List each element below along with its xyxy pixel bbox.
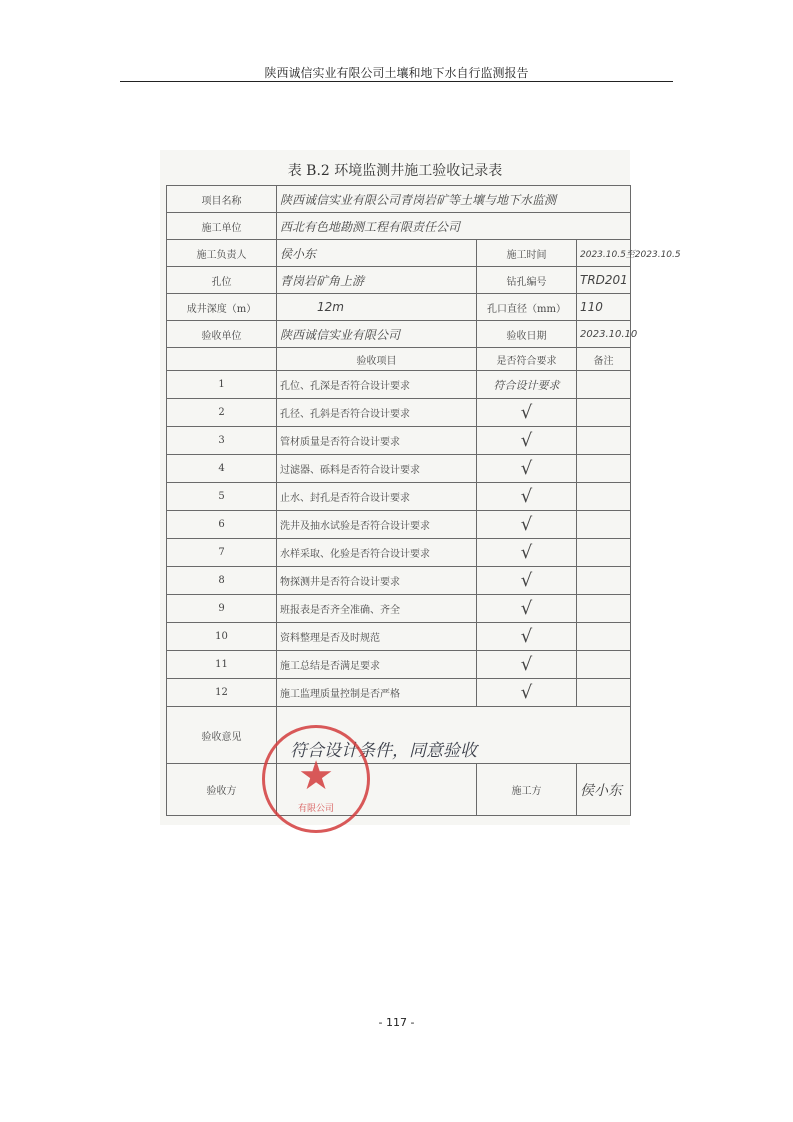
row-number: 2 xyxy=(167,399,277,427)
responsible-label: 施工负责人 xyxy=(167,240,277,267)
opinion-label: 验收意见 xyxy=(167,707,277,764)
table-row xyxy=(167,567,631,595)
checklist-compliance-header: 是否符合要求 xyxy=(477,348,577,371)
row-item: 物探测井是否符合设计要求 xyxy=(277,567,477,595)
row-remark xyxy=(577,623,631,651)
table-row xyxy=(167,539,631,567)
row-number: 6 xyxy=(167,511,277,539)
seal-text: 有限公司 xyxy=(297,804,334,814)
row-project-name xyxy=(167,186,631,213)
hole-diameter-value: 110 xyxy=(577,294,631,321)
project-name-label: 项目名称 xyxy=(167,186,277,213)
row-signatures xyxy=(167,764,631,816)
row-item: 资料整理是否及时规范 xyxy=(277,623,477,651)
row-item: 施工监理质量控制是否严格 xyxy=(277,679,477,707)
row-number: 9 xyxy=(167,595,277,623)
company-seal xyxy=(262,725,370,833)
row-responsible xyxy=(167,240,631,267)
checklist-remark-header: 备注 xyxy=(577,348,631,371)
check-mark-icon: √ xyxy=(477,623,577,651)
check-mark-icon: √ xyxy=(477,679,577,707)
constructor-signature: 侯小东 xyxy=(577,764,631,816)
checklist-item-header: 验收项目 xyxy=(277,348,477,371)
construction-time-label: 施工时间 xyxy=(477,240,577,267)
table-row xyxy=(167,427,631,455)
checklist-header-row xyxy=(167,348,631,371)
row-item: 过滤器、砾料是否符合设计要求 xyxy=(277,455,477,483)
acceptance-date-label: 验收日期 xyxy=(477,321,577,348)
table-row xyxy=(167,483,631,511)
drill-no-label: 钻孔编号 xyxy=(477,267,577,294)
row-number: 1 xyxy=(167,371,277,399)
responsible-value: 侯小东 xyxy=(277,240,477,267)
project-name-value: 陕西诚信实业有限公司青岗岩矿等土壤与地下水监测 xyxy=(277,186,631,213)
row-number: 12 xyxy=(167,679,277,707)
row-hole-position xyxy=(167,267,631,294)
constructor-label: 施工方 xyxy=(477,764,577,816)
acceptance-unit-value: 陕西诚信实业有限公司 xyxy=(277,321,477,348)
acceptance-unit-label: 验收单位 xyxy=(167,321,277,348)
row-remark xyxy=(577,511,631,539)
table-row xyxy=(167,399,631,427)
check-mark-icon: √ xyxy=(477,427,577,455)
row-acceptance-unit xyxy=(167,321,631,348)
row-remark xyxy=(577,371,631,399)
table-row xyxy=(167,623,631,651)
check-mark-icon: √ xyxy=(477,483,577,511)
construction-unit-label: 施工单位 xyxy=(167,213,277,240)
header-rule xyxy=(120,81,673,82)
row-item: 孔径、孔斜是否符合设计要求 xyxy=(277,399,477,427)
row-remark xyxy=(577,455,631,483)
table-row xyxy=(167,595,631,623)
table-row xyxy=(167,651,631,679)
table-row xyxy=(167,371,631,399)
hole-position-label: 孔位 xyxy=(167,267,277,294)
check-mark-icon: √ xyxy=(477,651,577,679)
row-remark xyxy=(577,651,631,679)
hole-diameter-label: 孔口直径（mm） xyxy=(477,294,577,321)
construction-unit-value: 西北有色地勘测工程有限责任公司 xyxy=(277,213,631,240)
row-well-depth xyxy=(167,294,631,321)
well-depth-value: 12m xyxy=(277,294,477,321)
well-depth-label: 成井深度（m） xyxy=(167,294,277,321)
acceptance-date-value: 2023.10.10 xyxy=(577,321,631,348)
row-item: 止水、封孔是否符合设计要求 xyxy=(277,483,477,511)
table-row xyxy=(167,455,631,483)
running-header: 陕西诚信实业有限公司土壤和地下水自行监测报告 xyxy=(264,66,529,80)
row-item: 班报表是否齐全准确、齐全 xyxy=(277,595,477,623)
check-mark-icon: √ xyxy=(477,455,577,483)
row-number: 7 xyxy=(167,539,277,567)
row-number: 3 xyxy=(167,427,277,455)
row-remark xyxy=(577,483,631,511)
row-item: 洗井及抽水试验是否符合设计要求 xyxy=(277,511,477,539)
row-number: 10 xyxy=(167,623,277,651)
row-remark xyxy=(577,399,631,427)
check-mark-icon: √ xyxy=(477,511,577,539)
row-remark xyxy=(577,539,631,567)
row-remark xyxy=(577,427,631,455)
row-number: 4 xyxy=(167,455,277,483)
check-mark-icon: √ xyxy=(477,595,577,623)
row-number: 5 xyxy=(167,483,277,511)
table-row xyxy=(167,511,631,539)
row-item: 施工总结是否满足要求 xyxy=(277,651,477,679)
row-construction-unit xyxy=(167,213,631,240)
table-row xyxy=(167,679,631,707)
row-remark xyxy=(577,567,631,595)
check-mark-icon: √ xyxy=(477,567,577,595)
row-item: 孔位、孔深是否符合设计要求 xyxy=(277,371,477,399)
check-mark-icon: √ xyxy=(477,399,577,427)
construction-time-value: 2023.10.5至2023.10.5 xyxy=(577,240,631,267)
hole-position-value: 青岗岩矿角上游 xyxy=(277,267,477,294)
checklist-no-header xyxy=(167,348,277,371)
check-mark-icon: √ xyxy=(477,539,577,567)
row-result: 符合设计要求 xyxy=(477,371,577,399)
table-title: 表 B.2 环境监测井施工验收记录表 xyxy=(287,163,503,179)
page-number: - 117 - xyxy=(378,1016,415,1029)
acceptor-label: 验收方 xyxy=(167,764,277,816)
acceptance-record-table xyxy=(166,185,681,816)
row-remark xyxy=(577,679,631,707)
row-item: 管材质量是否符合设计要求 xyxy=(277,427,477,455)
opinion-handwriting: 符合设计条件，同意验收 xyxy=(290,741,477,761)
star-icon: ★ xyxy=(298,753,334,799)
row-number: 11 xyxy=(167,651,277,679)
drill-no-value: TRD201 xyxy=(577,267,631,294)
row-item: 水样采取、化验是否符合设计要求 xyxy=(277,539,477,567)
row-remark xyxy=(577,595,631,623)
row-number: 8 xyxy=(167,567,277,595)
